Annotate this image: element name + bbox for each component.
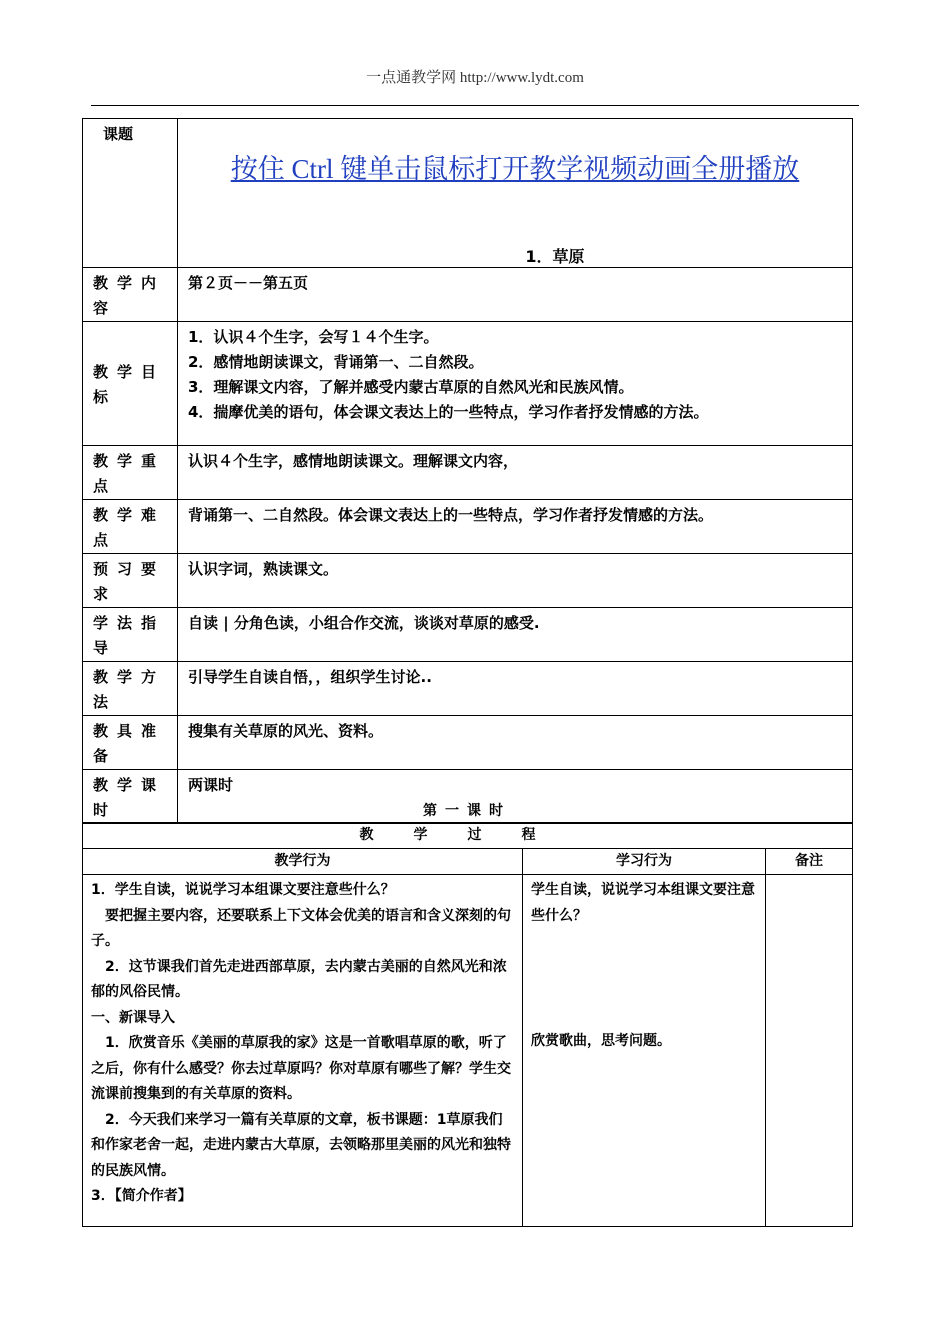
row-value: 两课时 [178,770,853,824]
row-value: 认识４个生字，感情地朗读课文。理解课文内容， [178,446,853,500]
teacher-line: 1．学生自读，说说学习本组课文要注意些什么？ [91,882,395,898]
notes-cell [766,875,853,1227]
goal-line: 2．感情地朗读课文，背诵第一、二自然段。 [188,353,484,371]
header-rule [91,105,859,106]
lesson-plan-table [82,118,853,824]
col-note-header: 备注 [766,849,853,875]
row-label: 教具准备 [83,716,178,770]
page-header: 一点通教学网 http://www.lydt.com [366,70,584,86]
row-value: 背诵第一、二自然段。体会课文表达上的一些特点，学习作者抒发情感的方法。 [178,500,853,554]
row-value: 引导学生自读自悟，，组织学生讨论.. [178,662,853,716]
row-label: 教学课时 [83,770,178,824]
student-actions [523,875,766,1227]
row-label: 教学重点 [83,446,178,500]
goals-cell [178,322,853,446]
teacher-line: 2．这节课我们首先走进西部草原，去内蒙古美丽的自然风光和浓郁的风俗民情。 [91,958,507,1000]
goal-line: 1．认识４个生字，会写１４个生字。 [188,328,439,346]
lesson-title: 1．草原 [525,247,585,266]
process-title: 教学过程 [83,823,853,849]
goal-line: 3．理解课文内容，了解并感受内蒙古草原的自然风光和民族风情。 [188,378,634,396]
row-label: 教学内容 [83,268,178,322]
col-teacher-header: 教学行为 [83,849,523,875]
student-line: 欣赏歌曲，思考问题。 [531,1033,671,1049]
row-label: 教学难点 [83,500,178,554]
teacher-line: 要把握主要内容，还要联系上下文体会优美的语言和含义深刻的句子。 [91,907,511,949]
teacher-line: 1．欣赏音乐《美丽的草原我的家》这是一首歌唱草原的歌，听了之后，你有什么感受？你去过草原吗？你对草原有哪些了解？学生交流课前搜集到的有关草原的资料。 [91,1035,511,1102]
row-label: 学法指导 [83,608,178,662]
teacher-line: 3．【简介作者】 [91,1188,192,1204]
title-label: 课题 [83,119,178,268]
student-line: 学生自读，说说学习本组课文要注意些什么？ [531,882,755,924]
period-title: 第一课时 [423,803,511,819]
row-label: 教学目标 [83,322,178,446]
title-cell [178,119,853,268]
goal-line: 4．揣摩优美的语句，体会课文表达上的一些特点，学习作者抒发情感的方法。 [188,403,709,421]
spacer [531,929,757,1029]
video-link[interactable]: 按住 Ctrl 键单击鼠标打开教学视频动画全册播放 [230,154,800,184]
process-table [82,822,853,1227]
teacher-line: 一、新课导入 [91,1009,175,1026]
row-value: 自读 | 分角色读，小组合作交流，谈谈对草原的感受. [178,608,853,662]
col-student-header: 学习行为 [523,849,766,875]
row-value: 认识字词，熟读课文。 [178,554,853,608]
row-label: 教学方法 [83,662,178,716]
teacher-actions [83,875,523,1227]
row-value: 搜集有关草原的风光、资料。 [178,716,853,770]
teacher-line: 2．今天我们来学习一篇有关草原的文章，板书课题：1草原我们和作家老舍一起，走进内蒙古大草原，去领略那里美丽的风光和独特的民族风情。 [91,1111,511,1179]
row-label: 预习要求 [83,554,178,608]
row-value: 第２页－－第五页 [178,268,853,322]
